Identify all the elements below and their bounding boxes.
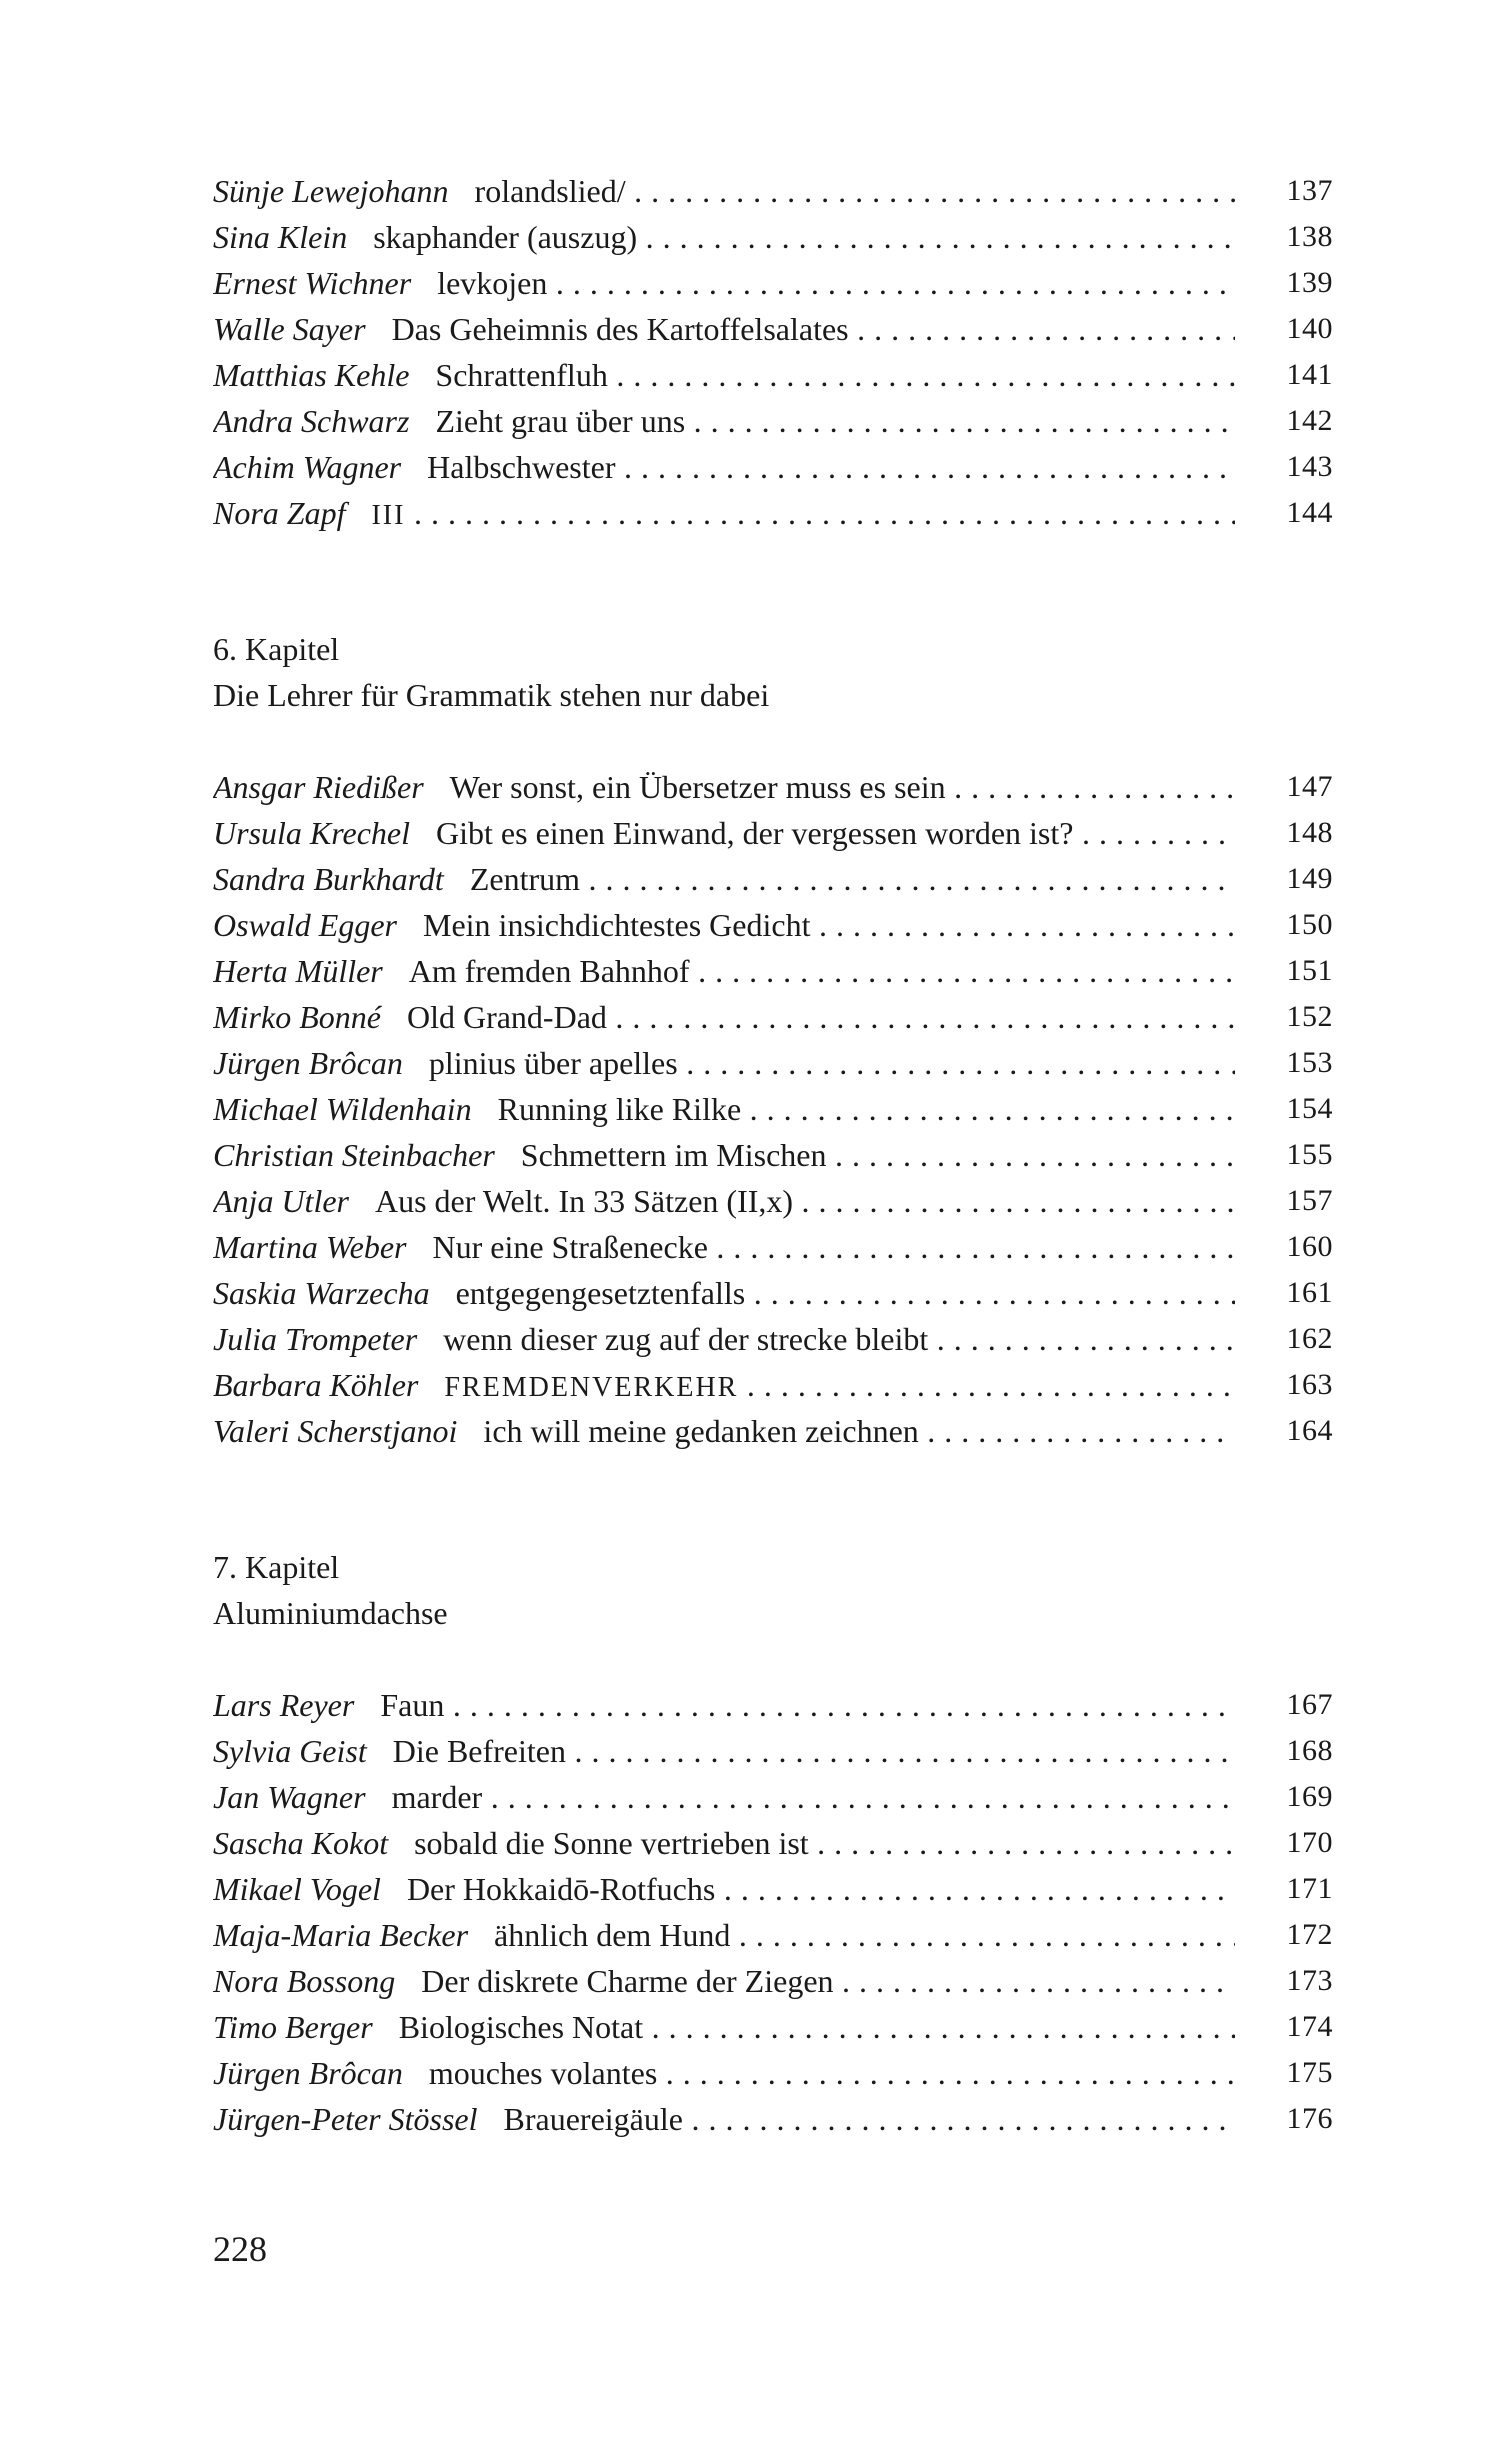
toc-entry xyxy=(213,1040,1333,1086)
entry-page: 176 xyxy=(1286,2102,1333,2135)
entry-page: 161 xyxy=(1286,1276,1333,1309)
entry-author: Jürgen Brôcan xyxy=(213,2055,403,2091)
entry-page: 147 xyxy=(1286,770,1333,803)
toc-entry xyxy=(213,994,1333,1040)
entry-author: Christian Steinbacher xyxy=(213,1137,495,1173)
toc-list-top xyxy=(213,168,1333,536)
entry-title: Der diskrete Charme der Ziegen xyxy=(421,1963,834,1999)
entry-title: Halbschwester xyxy=(427,449,616,485)
entry-author: Nora Bossong xyxy=(213,1963,396,1999)
entry-page: 143 xyxy=(1286,450,1333,483)
entry-title: Old Grand-Dad xyxy=(406,999,607,1035)
entry-title: ähnlich dem Hund xyxy=(494,1917,731,1953)
toc-entry xyxy=(213,398,1333,444)
entry-title: Aus der Welt. In 33 Sätzen (II,x) xyxy=(374,1183,794,1219)
entry-author: Maja-Maria Becker xyxy=(213,1917,469,1953)
entry-page: 163 xyxy=(1286,1368,1333,1401)
entry-page: 151 xyxy=(1286,954,1333,987)
entry-author: Jan Wagner xyxy=(213,1779,366,1815)
entry-page: 169 xyxy=(1286,1780,1333,1813)
entry-author: Timo Berger xyxy=(213,2009,373,2045)
entry-author: Ansgar Riedißer xyxy=(213,769,424,805)
entry-author: Lars Reyer xyxy=(213,1687,355,1723)
entry-author: Andra Schwarz xyxy=(213,403,410,439)
entry-author: Achim Wagner xyxy=(213,449,402,485)
entry-page: 164 xyxy=(1286,1414,1333,1447)
toc-entry xyxy=(213,1132,1333,1178)
toc-entry xyxy=(213,1774,1333,1820)
entry-page: 167 xyxy=(1286,1688,1333,1721)
toc-entry xyxy=(213,948,1333,994)
toc-entry xyxy=(213,764,1333,810)
entry-author: Sina Klein xyxy=(213,219,348,255)
entry-author: Michael Wildenhain xyxy=(213,1091,472,1127)
toc-entry xyxy=(213,352,1333,398)
entry-title: Wer sonst, ein Übersetzer muss es sein xyxy=(449,769,946,805)
entry-author: Mikael Vogel xyxy=(213,1871,381,1907)
entry-page: 153 xyxy=(1286,1046,1333,1079)
entry-page: 144 xyxy=(1286,496,1333,529)
entry-page: 150 xyxy=(1286,908,1333,941)
entry-title: Der Hokkaidō-Rotfuchs xyxy=(406,1871,716,1907)
entry-title: marder xyxy=(391,1779,483,1815)
toc-entry xyxy=(213,214,1333,260)
entry-page: 149 xyxy=(1286,862,1333,895)
toc-entry xyxy=(213,1958,1333,2004)
entry-page: 172 xyxy=(1286,1918,1333,1951)
entry-author: Ernest Wichner xyxy=(213,265,412,301)
toc-entry xyxy=(213,1682,1333,1728)
entry-title: III xyxy=(371,500,406,531)
chapter-number: 7. Kapitel xyxy=(213,1549,340,1585)
toc-entry xyxy=(213,1224,1333,1270)
entry-title: Zentrum xyxy=(469,861,580,897)
entry-title: Schrattenfluh xyxy=(435,357,608,393)
entry-page: 138 xyxy=(1286,220,1333,253)
entry-title: Schmettern im Mischen xyxy=(520,1137,827,1173)
entry-page: 142 xyxy=(1286,404,1333,437)
entry-title: wenn dieser zug auf der strecke bleibt xyxy=(443,1321,929,1357)
chapter-7-heading xyxy=(213,1544,448,1636)
entry-page: 141 xyxy=(1286,358,1333,391)
entry-author: Barbara Köhler xyxy=(213,1367,419,1403)
toc-entry xyxy=(213,856,1333,902)
entry-author: Walle Sayer xyxy=(213,311,366,347)
toc-entry xyxy=(213,1408,1333,1454)
toc-entry xyxy=(213,2096,1333,2142)
toc-entry xyxy=(213,444,1333,490)
entry-page: 139 xyxy=(1286,266,1333,299)
entry-author: Nora Zapf xyxy=(213,495,346,531)
entry-title: Zieht grau über uns xyxy=(435,403,686,439)
toc-entry xyxy=(213,1086,1333,1132)
entry-author: Sandra Burkhardt xyxy=(213,861,444,897)
toc-list-chapter-7 xyxy=(213,1682,1333,2142)
toc-entry xyxy=(213,1178,1333,1224)
entry-title: Biologisches Notat xyxy=(398,2009,644,2045)
entry-author: Herta Müller xyxy=(213,953,383,989)
entry-page: 173 xyxy=(1286,1964,1333,1997)
toc-entry xyxy=(213,2004,1333,2050)
entry-title: Running like Rilke xyxy=(497,1091,742,1127)
entry-page: 154 xyxy=(1286,1092,1333,1125)
chapter-number: 6. Kapitel xyxy=(213,631,340,667)
toc-entry xyxy=(213,2050,1333,2096)
entry-author: Ursula Krechel xyxy=(213,815,411,851)
page-number: 228 xyxy=(213,2229,267,2269)
entry-title: Nur eine Straßenecke xyxy=(432,1229,708,1265)
entry-page: 137 xyxy=(1286,174,1333,207)
toc-entry xyxy=(213,902,1333,948)
chapter-6-heading xyxy=(213,626,769,718)
entry-title: skaphander (auszug) xyxy=(373,219,638,255)
entry-page: 171 xyxy=(1286,1872,1333,1905)
toc-list-chapter-6 xyxy=(213,764,1333,1454)
toc-entry xyxy=(213,1316,1333,1362)
entry-author: Sascha Kokot xyxy=(213,1825,389,1861)
entry-title: mouches volantes xyxy=(428,2055,658,2091)
toc-entry xyxy=(213,1270,1333,1316)
entry-title: sobald die Sonne vertrieben ist xyxy=(414,1825,809,1861)
entry-author: Anja Utler xyxy=(213,1183,349,1219)
entry-author: Saskia Warzecha xyxy=(213,1275,430,1311)
entry-page: 148 xyxy=(1286,816,1333,849)
entry-author: Mirko Bonné xyxy=(213,999,381,1035)
toc-entry xyxy=(213,810,1333,856)
entry-author: Julia Trompeter xyxy=(213,1321,418,1357)
entry-page: 152 xyxy=(1286,1000,1333,1033)
entry-author: Sylvia Geist xyxy=(213,1733,367,1769)
entry-page: 174 xyxy=(1286,2010,1333,2043)
entry-author: Matthias Kehle xyxy=(213,357,410,393)
entry-author: Sünje Lewejohann xyxy=(213,173,449,209)
entry-author: Martina Weber xyxy=(213,1229,407,1265)
entry-title: plinius über apelles xyxy=(428,1045,678,1081)
entry-author: Jürgen Brôcan xyxy=(213,1045,403,1081)
entry-page: 157 xyxy=(1286,1184,1333,1217)
toc-entry xyxy=(213,1362,1333,1408)
entry-author: Jürgen-Peter Stössel xyxy=(213,2101,478,2137)
toc-entry xyxy=(213,1912,1333,1958)
entry-page: 168 xyxy=(1286,1734,1333,1767)
entry-title: Das Geheimnis des Kartoffelsalates xyxy=(391,311,849,347)
entry-page: 170 xyxy=(1286,1826,1333,1859)
entry-author: Valeri Scherstjanoi xyxy=(213,1413,458,1449)
entry-title: entgegengesetztenfalls xyxy=(455,1275,746,1311)
chapter-subtitle: Die Lehrer für Grammatik stehen nur dabei xyxy=(213,677,770,713)
entry-title: Mein insichdichtestes Gedicht xyxy=(423,907,811,943)
toc-entry xyxy=(213,1728,1333,1774)
entry-title: FREMDENVERKEHR xyxy=(444,1372,739,1403)
entry-page: 140 xyxy=(1286,312,1333,345)
toc-entry xyxy=(213,1866,1333,1912)
toc-entry xyxy=(213,306,1333,352)
toc-entry xyxy=(213,1820,1333,1866)
entry-title: Faun xyxy=(380,1687,445,1723)
entry-page: 155 xyxy=(1286,1138,1333,1171)
entry-page: 160 xyxy=(1286,1230,1333,1263)
entry-title: Brauereigäule xyxy=(503,2101,683,2137)
entry-author: Oswald Egger xyxy=(213,907,397,943)
toc-entry xyxy=(213,168,1333,214)
entry-page: 162 xyxy=(1286,1322,1333,1355)
toc-entry xyxy=(213,490,1333,536)
entry-page: 175 xyxy=(1286,2056,1333,2089)
entry-title: Die Befreiten xyxy=(392,1733,566,1769)
entry-title: rolandslied/ xyxy=(474,173,626,209)
entry-title: ich will meine gedanken zeichnen xyxy=(483,1413,919,1449)
toc-entry xyxy=(213,260,1333,306)
entry-title: Am fremden Bahnhof xyxy=(408,953,690,989)
entry-title: levkojen xyxy=(437,265,548,301)
entry-title: Gibt es einen Einwand, der vergessen worden ist? xyxy=(436,815,1074,851)
chapter-subtitle: Aluminiumdachse xyxy=(213,1595,448,1631)
